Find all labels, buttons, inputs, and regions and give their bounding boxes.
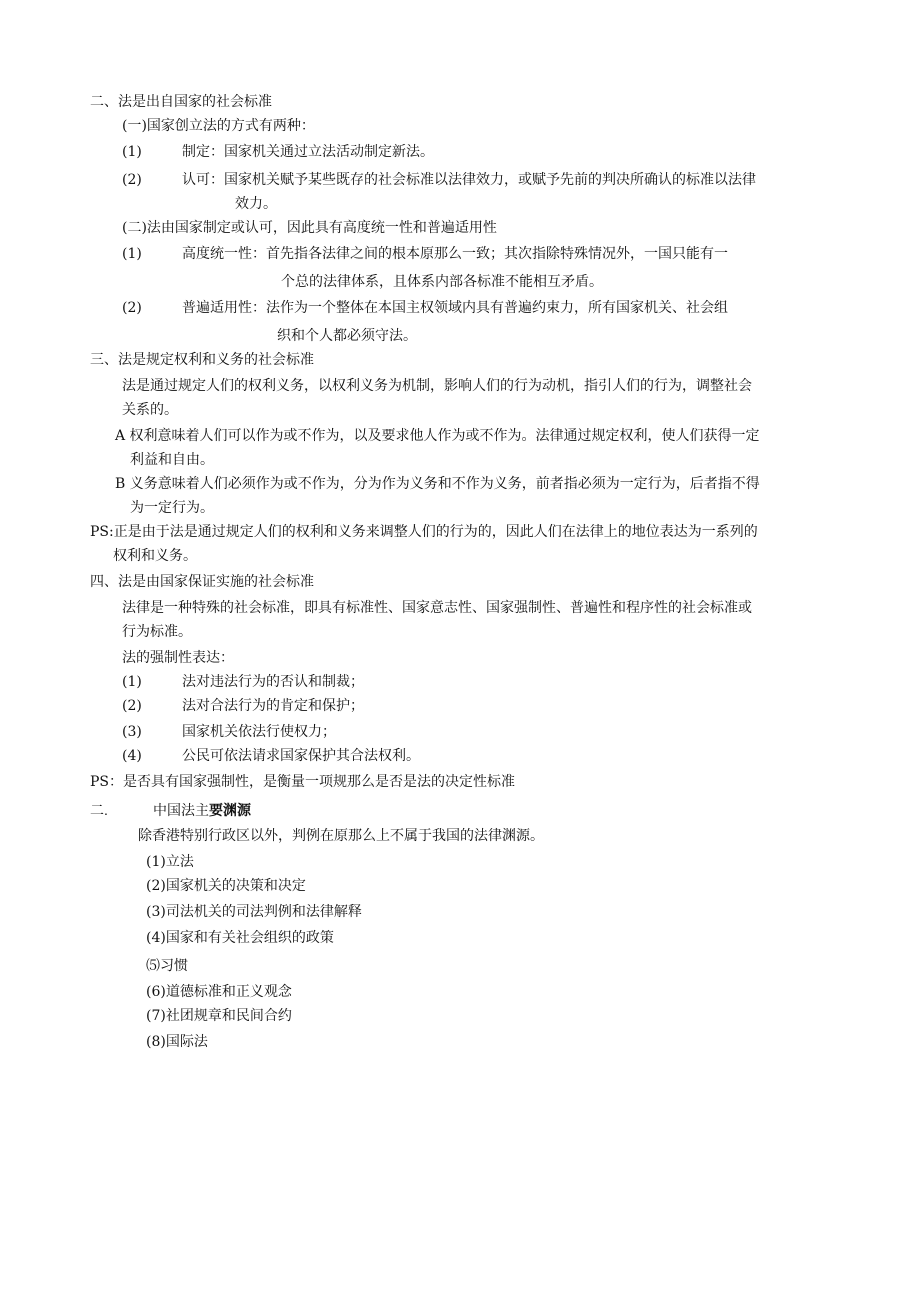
list-item: (4)国家和有关社会组织的政策 — [146, 930, 334, 946]
list-item — [122, 696, 364, 716]
ps-note: PS:正是由于法是通过规定人们的权利和义务来调整人们的行为的，因此人们在法律上的地位表达为一系列的 — [90, 524, 758, 540]
paragraph: 法律是一种特殊的社会标准，即具有标准性、国家意志性、国家强制性、普遍性和程序性的社会标准或 — [122, 600, 752, 616]
list-item: (2)国家机关的决策和决定 — [146, 878, 306, 894]
paragraph-continued: 行为标准。 — [122, 624, 192, 640]
section-heading-5 — [153, 800, 251, 820]
list-item: (7)社团规章和民间合约 — [146, 1008, 292, 1024]
list-item: (3)司法机关的司法判例和法律解释 — [146, 904, 362, 920]
list-item: (8)国际法 — [146, 1034, 208, 1050]
list-text: 高度统一性：首先指各法律之间的根本原那么一致；其次指除特殊情况外，一国只能有一 — [182, 246, 728, 262]
list-number: (3) — [122, 724, 142, 740]
list-number: (1) — [122, 674, 142, 690]
section-heading-2: 二、法是出自国家的社会标准 — [90, 94, 272, 110]
section-heading-part: 中国法主 — [153, 802, 209, 818]
duties-item-continued: 为一定行为。 — [130, 500, 214, 516]
list-text: 认可：国家机关赋予某些既存的社会标准以法律效力，或赋予先前的判决所确认的标准以法律 — [182, 172, 756, 188]
paragraph: 除香港特别行政区以外，判例在原那么上不属于我国的法律渊源。 — [138, 828, 544, 844]
list-text: 法对合法行为的肯定和保护； — [182, 698, 364, 714]
list-item: (6)道德标准和正义观念 — [146, 984, 292, 1000]
section-heading-3: 三、法是规定权利和义务的社会标准 — [90, 352, 314, 368]
list-item — [122, 746, 420, 766]
list-item — [122, 170, 756, 190]
list-lead: 法的强制性表达： — [122, 650, 234, 666]
list-item — [122, 722, 336, 742]
list-text-continued: 织和个人都必须守法。 — [277, 328, 417, 344]
list-text: 普遍适用性：法作为一个整体在本国主权领域内具有普遍约束力，所有国家机关、社会组 — [182, 300, 728, 316]
list-item: ⑸习惯 — [146, 958, 188, 974]
list-text-continued: 效力。 — [235, 196, 277, 212]
list-text-continued: 个总的法律体系，且体系内部各标准不能相互矛盾。 — [281, 274, 603, 290]
list-item — [122, 298, 728, 318]
list-text: 法对违法行为的否认和制裁； — [182, 674, 364, 690]
list-text: 公民可依法请求国家保护其合法权利。 — [182, 748, 420, 764]
duties-item: B 义务意味着人们必须作为或不作为，分为作为义务和不作为义务，前者指必须为一定行为，后者指不得 — [115, 476, 760, 492]
ps-note-continued: 权利和义务。 — [113, 548, 197, 564]
rights-item-continued: 利益和自由。 — [130, 452, 214, 468]
paragraph-continued: 关系的。 — [122, 402, 178, 418]
list-item: (1)立法 — [146, 854, 194, 870]
subsection-heading-2: (二)法由国家制定或认可，因此具有高度统一性和普遍适用性 — [122, 220, 497, 236]
list-number: (1) — [122, 246, 142, 262]
paragraph: 法是通过规定人们的权利义务，以权利义务为机制，影响人们的行为动机，指引人们的行为，调整社会 — [122, 378, 752, 394]
list-text: 制定：国家机关通过立法活动制定新法。 — [182, 144, 434, 160]
list-number: (2) — [122, 698, 142, 714]
list-number: (4) — [122, 748, 142, 764]
list-text: 国家机关依法行使权力； — [182, 724, 336, 740]
rights-item: A 权利意味着人们可以作为或不作为，以及要求他人作为或不作为。法律通过规定权利，使人们获得一定 — [115, 428, 760, 444]
list-item — [122, 244, 728, 264]
list-number: (2) — [122, 300, 142, 316]
ps-note: PS：是否具有国家强制性，是衡量一项规那么是否是法的决定性标准 — [90, 774, 516, 790]
list-number: (1) — [122, 144, 142, 160]
subsection-heading-1: (一)国家创立法的方式有两种： — [122, 118, 315, 134]
list-item — [122, 142, 434, 162]
section-heading-part-bold: 要渊源 — [209, 802, 251, 818]
list-number: (2) — [122, 172, 142, 188]
section-number: 二. — [90, 802, 108, 818]
list-item — [122, 672, 364, 692]
section-heading-4: 四、法是由国家保证实施的社会标准 — [90, 574, 314, 590]
